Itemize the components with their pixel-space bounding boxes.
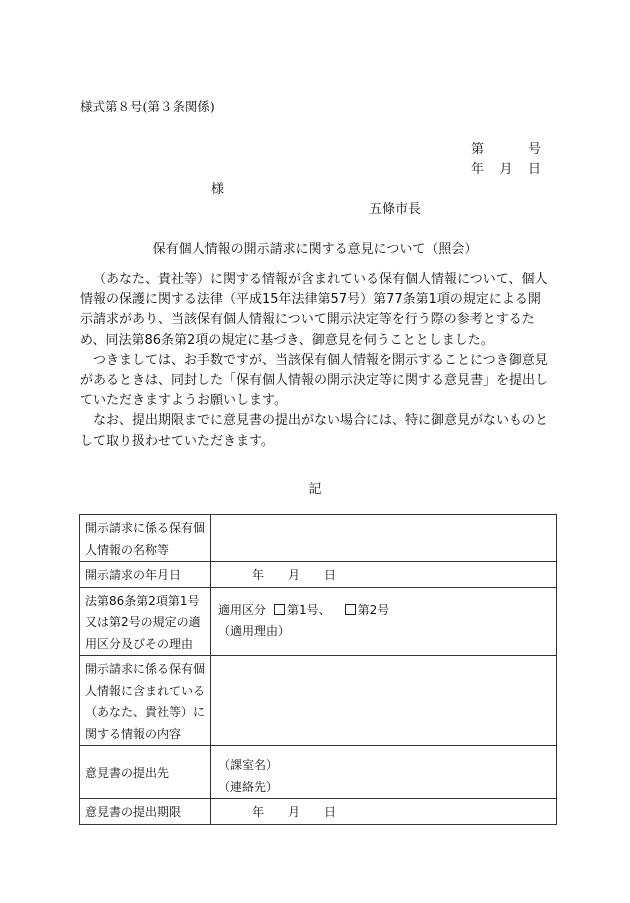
- request-date-month: 月: [288, 568, 301, 582]
- document-title: 保有個人情報の開示請求に関する意見について（照会）: [152, 242, 478, 257]
- row6-value: [211, 799, 557, 825]
- addressee: 様: [211, 182, 225, 197]
- paragraph-2: つきましては、お手数ですが、当該保有個人情報を開示することにつき御意見があるときは、同封した「保有個人情報の開示決定等に関する意見書」を提出していただきますようお願いします。: [80, 352, 549, 409]
- row4-label: 開示請求に係る保有個人情報に含まれている（あなた、貴社等）に関する情報の内容: [80, 656, 211, 746]
- sender: 五條市長: [369, 202, 422, 217]
- option2-checkbox[interactable]: [345, 604, 356, 615]
- row3-label: 法第86条第2項第1号又は第2号の規定の適用区分及びその理由: [80, 587, 211, 656]
- row4-value: [211, 656, 557, 746]
- date-year: 年: [471, 162, 485, 177]
- request-date-year: 年: [252, 568, 265, 582]
- form-number: 様式第８号(第３条関係): [80, 99, 215, 114]
- category-line: [218, 600, 551, 622]
- table-row: [80, 515, 557, 562]
- paragraph-3: なお、提出期限までに意見書の提出がない場合には、特に御意見がないものとして取り扱わせていただきます。: [80, 413, 549, 449]
- doc-number-suffix: 号: [527, 142, 541, 157]
- row1-value: [211, 515, 557, 562]
- deadline-year: 年: [252, 805, 265, 819]
- row3-value: [211, 587, 557, 656]
- ki-heading: 記: [308, 482, 322, 497]
- table-row: [80, 799, 557, 825]
- option2-label: 第2号: [357, 602, 390, 617]
- paragraph-1: （あなた、貴社等）に関する情報が含まれている保有個人情報について、個人情報の保護に関する法律（平成15年法律第57号）第77条第1項の規定による開示請求があり、当該保有個人情報について開示決定等を行う際の参考とするため、同法第86条第2項の規定に基づき、御意見を伺うこととしました。: [80, 272, 548, 348]
- deadline-date: [252, 802, 336, 824]
- row5-value: [211, 746, 557, 799]
- reason-line: （適用理由）: [218, 624, 291, 638]
- document-date: [471, 158, 541, 177]
- request-date: [252, 565, 336, 587]
- table-row: [80, 587, 557, 656]
- contact-info: （連絡先）: [218, 779, 279, 794]
- date-day: 日: [527, 162, 541, 177]
- row5-label: 意見書の提出先: [80, 746, 211, 799]
- table-row: [80, 746, 557, 799]
- body-text: [80, 270, 552, 452]
- row6-label: 意見書の提出期限: [80, 799, 211, 825]
- doc-number-prefix: 第: [471, 142, 485, 157]
- date-month: 月: [499, 162, 513, 177]
- row2-label: 開示請求の年月日: [80, 562, 211, 588]
- option1-checkbox[interactable]: [274, 604, 285, 615]
- table-row: [80, 656, 557, 746]
- category-label: 適用区分: [218, 602, 267, 617]
- section-name: （課室名）: [218, 758, 279, 772]
- deadline-month: 月: [288, 805, 301, 819]
- table-row: [80, 562, 557, 588]
- request-date-day: 日: [324, 568, 337, 582]
- document-number: [471, 138, 541, 157]
- info-table: [79, 514, 557, 825]
- option1-label: 第1号、: [287, 602, 331, 617]
- row1-label: 開示請求に係る保有個人情報の名称等: [80, 515, 211, 562]
- deadline-day: 日: [324, 805, 337, 819]
- row2-value: [211, 562, 557, 588]
